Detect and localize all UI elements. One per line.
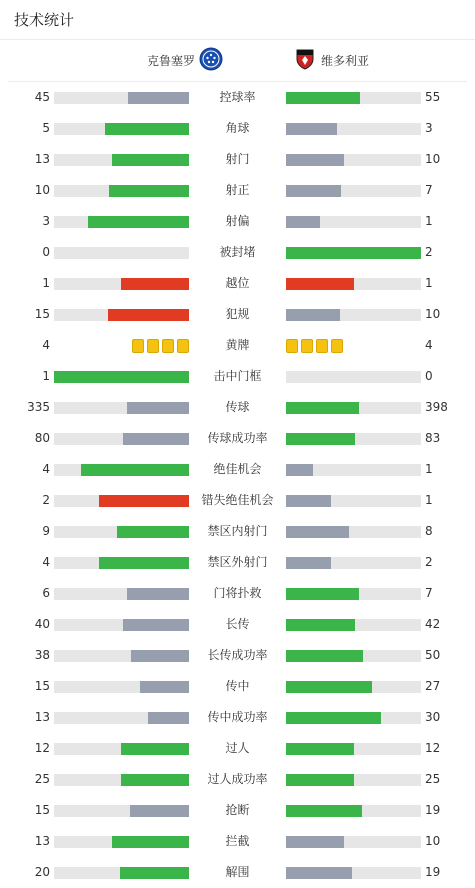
away-bar-fill [286, 278, 354, 290]
stat-row [0, 268, 475, 299]
away-bar-fill [286, 650, 363, 662]
home-bar-fill [108, 309, 189, 321]
away-value: 1 [425, 493, 433, 507]
away-bar-fill [286, 867, 352, 879]
away-value: 2 [425, 245, 433, 259]
stat-label: 犯规 [225, 307, 250, 321]
stat-row [0, 485, 475, 516]
home-yellow-cards [132, 339, 189, 353]
away-value: 0 [425, 369, 433, 383]
home-bar-track [54, 123, 189, 135]
home-bar-fill [109, 185, 189, 197]
home-bar-track [54, 216, 189, 228]
home-bar-fill [140, 681, 189, 693]
away-value: 7 [425, 183, 433, 197]
home-value: 20 [34, 865, 50, 879]
home-bar-fill [123, 433, 189, 445]
stat-label: 抢断 [225, 803, 250, 817]
away-value: 398 [425, 400, 448, 414]
home-bar-track [54, 557, 189, 569]
away-value: 10 [425, 307, 441, 321]
stat-row [0, 764, 475, 795]
stat-label: 传中成功率 [207, 710, 268, 724]
away-value: 42 [425, 617, 441, 631]
away-value: 4 [425, 338, 433, 352]
away-bar-track [286, 557, 421, 569]
stat-row [0, 330, 475, 361]
home-value: 38 [34, 648, 50, 662]
home-value: 80 [34, 431, 50, 445]
away-team[interactable] [293, 48, 369, 72]
yellow-card-icon [316, 339, 328, 353]
home-value: 15 [34, 803, 50, 817]
home-bar-fill [128, 92, 189, 104]
home-team[interactable] [147, 48, 223, 72]
away-bar-fill [286, 557, 331, 569]
away-bar-track [286, 123, 421, 135]
home-bar-track [54, 185, 189, 197]
away-value: 83 [425, 431, 441, 445]
away-bar-fill [286, 92, 360, 104]
away-bar-track [286, 185, 421, 197]
away-bar-track [286, 712, 421, 724]
yellow-card-icon [331, 339, 343, 353]
home-bar-track [54, 402, 189, 414]
away-bar-track [286, 402, 421, 414]
home-bar-fill [112, 154, 189, 166]
away-bar-track [286, 774, 421, 786]
home-bar-track [54, 495, 189, 507]
away-bar-track [286, 743, 421, 755]
away-bar-track [286, 681, 421, 693]
stat-label: 射正 [225, 183, 250, 197]
away-bar-fill [286, 123, 337, 135]
away-bar-fill [286, 402, 359, 414]
yellow-card-icon [177, 339, 189, 353]
stat-row [0, 857, 475, 888]
home-value: 40 [34, 617, 50, 631]
away-bar-fill [286, 774, 354, 786]
away-bar-track [286, 433, 421, 445]
home-bar-fill [121, 743, 189, 755]
stat-label: 角球 [225, 121, 250, 135]
home-bar-track [54, 681, 189, 693]
yellow-card-icon [147, 339, 159, 353]
stat-label: 长传成功率 [207, 648, 268, 662]
home-bar-fill [123, 619, 189, 631]
home-value: 15 [34, 307, 50, 321]
away-value: 25 [425, 772, 441, 786]
stat-label: 过人成功率 [207, 772, 268, 786]
stat-row [0, 82, 475, 113]
stat-row [0, 795, 475, 826]
home-value: 4 [42, 338, 50, 352]
away-value: 27 [425, 679, 441, 693]
stat-row [0, 237, 475, 268]
stat-label: 射偏 [225, 214, 250, 228]
yellow-card-icon [132, 339, 144, 353]
away-bar-fill [286, 495, 331, 507]
home-bar-fill [81, 464, 189, 476]
home-value: 335 [27, 400, 50, 414]
home-value: 4 [42, 555, 50, 569]
away-value: 1 [425, 214, 433, 228]
stat-row [0, 299, 475, 330]
stat-label: 控球率 [219, 90, 256, 104]
stat-row [0, 578, 475, 609]
home-value: 12 [34, 741, 50, 755]
home-bar-fill [148, 712, 189, 724]
away-bar-fill [286, 712, 381, 724]
stat-label: 门将扑救 [213, 586, 262, 600]
home-value: 2 [42, 493, 50, 507]
yellow-card-icon [162, 339, 174, 353]
home-bar-track [54, 712, 189, 724]
away-bar-fill [286, 247, 421, 259]
stat-row [0, 361, 475, 392]
away-bar-fill [286, 154, 344, 166]
stat-label: 解围 [225, 865, 250, 879]
teams-header [8, 40, 467, 82]
away-bar-track [286, 309, 421, 321]
yellow-card-icon [286, 339, 298, 353]
home-bar-track [54, 588, 189, 600]
away-team-logo-icon [293, 47, 317, 74]
away-bar-track [286, 216, 421, 228]
stat-row [0, 702, 475, 733]
stat-row [0, 392, 475, 423]
away-bar-fill [286, 836, 344, 848]
home-bar-fill [88, 216, 189, 228]
stat-label: 禁区外射门 [207, 555, 268, 569]
away-yellow-cards [286, 339, 343, 353]
home-bar-track [54, 867, 189, 879]
away-bar-fill [286, 433, 355, 445]
away-value: 1 [425, 276, 433, 290]
home-value: 25 [34, 772, 50, 786]
away-bar-fill [286, 526, 349, 538]
home-value: 9 [42, 524, 50, 538]
stat-label: 拦截 [225, 834, 250, 848]
home-bar-fill [121, 278, 189, 290]
away-value: 1 [425, 462, 433, 476]
home-bar-fill [99, 557, 189, 569]
stat-row [0, 175, 475, 206]
home-value: 1 [42, 369, 50, 383]
away-value: 2 [425, 555, 433, 569]
away-value: 7 [425, 586, 433, 600]
home-bar-track [54, 433, 189, 445]
home-bar-fill [121, 774, 189, 786]
away-bar-track [286, 867, 421, 879]
away-bar-track [286, 495, 421, 507]
away-bar-track [286, 278, 421, 290]
yellow-card-icon [301, 339, 313, 353]
stat-row [0, 516, 475, 547]
stat-row [0, 671, 475, 702]
away-value: 50 [425, 648, 441, 662]
stat-row [0, 609, 475, 640]
home-value: 13 [34, 710, 50, 724]
home-bar-fill [127, 402, 189, 414]
home-bar-fill [99, 495, 189, 507]
stat-row [0, 454, 475, 485]
away-bar-track [286, 371, 421, 383]
away-value: 55 [425, 90, 441, 104]
stat-row [0, 733, 475, 764]
home-bar-track [54, 371, 189, 383]
home-bar-track [54, 247, 189, 259]
home-team-logo-icon [199, 47, 223, 74]
away-bar-fill [286, 588, 359, 600]
home-bar-track [54, 805, 189, 817]
stat-label: 绝佳机会 [213, 462, 262, 476]
away-bar-track [286, 464, 421, 476]
away-bar-fill [286, 216, 320, 228]
away-bar-track [286, 92, 421, 104]
home-bar-fill [120, 867, 189, 879]
away-bar-fill [286, 743, 354, 755]
away-bar-track [286, 154, 421, 166]
home-value: 4 [42, 462, 50, 476]
home-value: 10 [34, 183, 50, 197]
stat-row [0, 423, 475, 454]
away-value: 30 [425, 710, 441, 724]
away-value: 12 [425, 741, 441, 755]
home-bar-track [54, 464, 189, 476]
stat-label: 被封堵 [219, 245, 256, 259]
stat-row [0, 113, 475, 144]
home-bar-track [54, 526, 189, 538]
stat-row [0, 547, 475, 578]
home-value: 13 [34, 152, 50, 166]
away-value: 3 [425, 121, 433, 135]
home-value: 1 [42, 276, 50, 290]
home-value: 5 [42, 121, 50, 135]
home-bar-track [54, 774, 189, 786]
stat-label: 传球 [225, 400, 250, 414]
home-value: 15 [34, 679, 50, 693]
home-value: 13 [34, 834, 50, 848]
away-bar-track [286, 588, 421, 600]
stat-row [0, 144, 475, 175]
away-bar-track [286, 805, 421, 817]
home-bar-track [54, 92, 189, 104]
away-bar-track [286, 836, 421, 848]
away-value: 10 [425, 152, 441, 166]
away-value: 8 [425, 524, 433, 538]
home-bar-track [54, 309, 189, 321]
home-bar-fill [54, 371, 189, 383]
stat-label: 过人 [225, 741, 250, 755]
home-bar-track [54, 650, 189, 662]
home-team-name: 克鲁塞罗 [146, 53, 195, 68]
home-bar-fill [112, 836, 189, 848]
home-value: 0 [42, 245, 50, 259]
stats-list [0, 82, 475, 888]
stat-label: 错失绝佳机会 [201, 493, 274, 507]
page-title: 技术统计 [14, 11, 75, 29]
away-bar-fill [286, 805, 362, 817]
stat-row [0, 206, 475, 237]
away-value: 19 [425, 865, 441, 879]
stat-label: 长传 [225, 617, 250, 631]
stat-label: 传中 [225, 679, 250, 693]
away-bar-fill [286, 309, 340, 321]
home-bar-fill [130, 805, 189, 817]
home-value: 3 [42, 214, 50, 228]
away-bar-track [286, 619, 421, 631]
home-value: 6 [42, 586, 50, 600]
stat-row [0, 826, 475, 857]
page-header [0, 0, 475, 40]
home-bar-fill [131, 650, 189, 662]
away-value: 19 [425, 803, 441, 817]
home-bar-fill [127, 588, 189, 600]
away-team-name: 维多利亚 [321, 53, 370, 68]
home-bar-track [54, 743, 189, 755]
home-value: 45 [34, 90, 50, 104]
stat-label: 越位 [225, 276, 250, 290]
home-bar-fill [117, 526, 189, 538]
home-bar-track [54, 836, 189, 848]
home-bar-track [54, 278, 189, 290]
stat-label: 射门 [225, 152, 250, 166]
away-bar-track [286, 526, 421, 538]
stat-label: 击中门框 [213, 369, 262, 383]
stat-label: 传球成功率 [207, 431, 268, 445]
away-bar-fill [286, 464, 313, 476]
stat-label: 禁区内射门 [207, 524, 268, 538]
away-bar-fill [286, 619, 355, 631]
away-bar-track [286, 650, 421, 662]
away-bar-track [286, 247, 421, 259]
stat-label: 黄牌 [225, 338, 250, 352]
away-value: 10 [425, 834, 441, 848]
home-bar-fill [105, 123, 189, 135]
away-bar-fill [286, 185, 341, 197]
home-bar-track [54, 154, 189, 166]
away-bar-fill [286, 681, 372, 693]
stat-row [0, 640, 475, 671]
home-bar-track [54, 619, 189, 631]
